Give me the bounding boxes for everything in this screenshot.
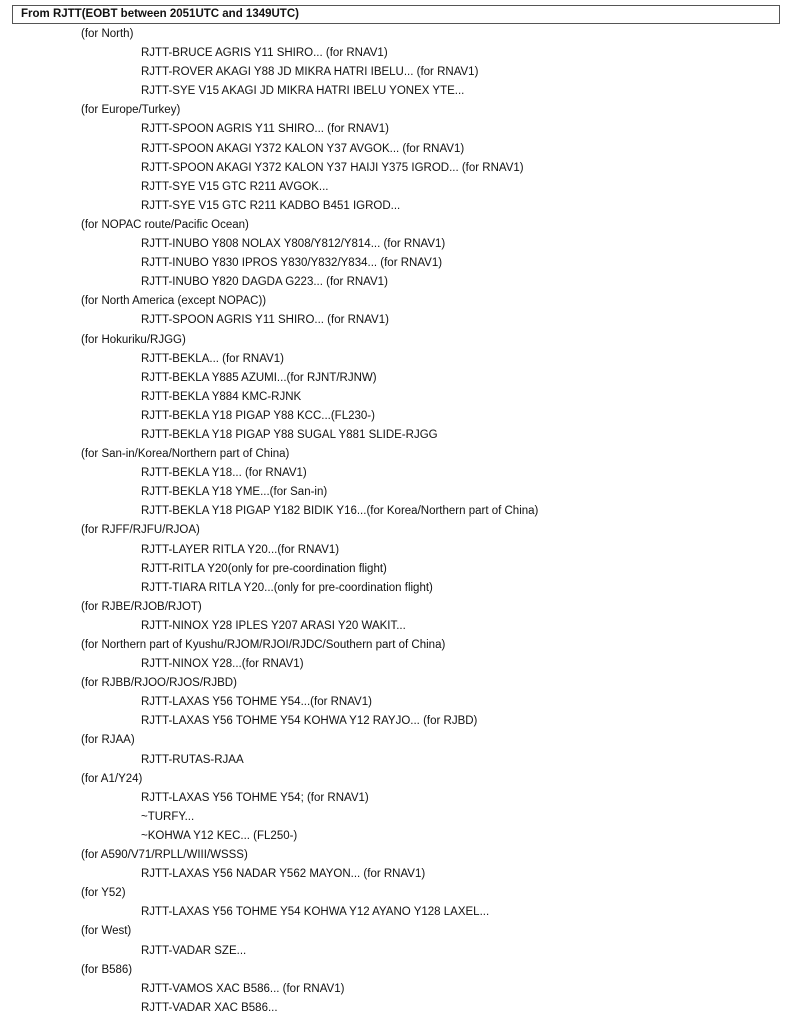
route-list (0, 25, 808, 1018)
destination-group-label: (for A1/Y24) (81, 772, 143, 785)
route-entry: RJTT-SPOON AGRIS Y11 SHIRO... (for RNAV1) (141, 314, 389, 327)
route-entry: RJTT-VADAR SZE... (141, 944, 247, 957)
section-title: From RJTT(EOBT between 2051UTC and 1349UTC) (21, 8, 299, 20)
route-entry: RJTT-INUBO Y830 IPROS Y830/Y832/Y834... (for RNAV1) (141, 257, 443, 270)
route-entry: RJTT-LAXAS Y56 TOHME Y54 KOHWA Y12 AYANO Y128 LAXEL... (141, 906, 490, 919)
section-header (12, 5, 780, 24)
route-entry: RJTT-LAYER RITLA Y20...(for RNAV1) (141, 543, 340, 556)
route-entry: RJTT-VAMOS XAC B586... (for RNAV1) (141, 982, 345, 995)
destination-group-label: (for RJBE/RJOB/RJOT) (81, 600, 202, 613)
route-entry: RJTT-NINOX Y28 IPLES Y207 ARASI Y20 WAKIT... (141, 619, 406, 632)
route-entry: RJTT-INUBO Y808 NOLAX Y808/Y812/Y814... (for RNAV1) (141, 238, 446, 251)
route-entry: RJTT-BEKLA Y18... (for RNAV1) (141, 467, 307, 480)
destination-group-label: (for Y52) (81, 887, 126, 900)
route-entry: RJTT-ROVER AKAGI Y88 JD MIKRA HATRI IBELU... (for RNAV1) (141, 66, 479, 79)
destination-group-label: (for Europe/Turkey) (81, 104, 181, 117)
route-entry: RJTT-BEKLA Y18 YME...(for San-in) (141, 486, 328, 499)
route-entry: RJTT-LAXAS Y56 TOHME Y54...(for RNAV1) (141, 696, 372, 709)
route-entry: RJTT-TIARA RITLA Y20...(only for pre-coordination flight) (141, 581, 433, 594)
route-entry: RJTT-BEKLA Y884 KMC-RJNK (141, 390, 302, 403)
route-entry: RJTT-SYE V15 GTC R211 AVGOK... (141, 180, 329, 193)
route-entry: RJTT-SYE V15 AKAGI JD MIKRA HATRI IBELU YONEX YTE... (141, 85, 465, 98)
route-entry: RJTT-RUTAS-RJAA (141, 753, 244, 766)
route-entry: RJTT-RITLA Y20(only for pre-coordination flight) (141, 562, 387, 575)
destination-group-label: (for NOPAC route/Pacific Ocean) (81, 218, 249, 231)
route-entry: RJTT-SPOON AGRIS Y11 SHIRO... (for RNAV1) (141, 123, 389, 136)
route-entry: RJTT-BEKLA Y18 PIGAP Y182 BIDIK Y16...(for Korea/Northern part of China) (141, 505, 539, 518)
destination-group-label: (for A590/V71/RPLL/WIII/WSSS) (81, 849, 248, 862)
route-entry: ~KOHWA Y12 KEC... (FL250-) (141, 829, 298, 842)
destination-group-label: (for North) (81, 28, 134, 40)
route-entry: RJTT-INUBO Y820 DAGDA G223... (for RNAV1) (141, 276, 388, 289)
route-entry: RJTT-BRUCE AGRIS Y11 SHIRO... (for RNAV1) (141, 47, 388, 60)
route-entry: RJTT-BEKLA Y885 AZUMI...(for RJNT/RJNW) (141, 371, 377, 384)
destination-group-label: (for RJAA) (81, 734, 135, 747)
route-entry: RJTT-LAXAS Y56 TOHME Y54 KOHWA Y12 RAYJO... (for RJBD) (141, 715, 478, 728)
destination-group-label: (for San-in/Korea/Northern part of China) (81, 448, 290, 461)
route-entry: RJTT-SPOON AKAGI Y372 KALON Y37 HAIJI Y375 IGROD... (for RNAV1) (141, 161, 524, 174)
route-entry: ~TURFY... (141, 810, 195, 823)
route-entry: RJTT-SYE V15 GTC R211 KADBO B451 IGROD... (141, 199, 401, 212)
destination-group-label: (for RJFF/RJFU/RJOA) (81, 524, 200, 537)
route-entry: RJTT-BEKLA... (for RNAV1) (141, 352, 284, 365)
destination-group-label: (for Northern part of Kyushu/RJOM/RJOI/RJDC/Southern part of China) (81, 639, 446, 651)
route-entry: RJTT-BEKLA Y18 PIGAP Y88 SUGAL Y881 SLIDE-RJGG (141, 428, 438, 441)
route-entry: RJTT-LAXAS Y56 TOHME Y54; (for RNAV1) (141, 791, 369, 804)
route-entry: RJTT-SPOON AKAGI Y372 KALON Y37 AVGOK... (for RNAV1) (141, 142, 465, 155)
destination-group-label: (for B586) (81, 963, 133, 976)
destination-group-label: (for Hokuriku/RJGG) (81, 333, 186, 346)
route-entry: RJTT-BEKLA Y18 PIGAP Y88 KCC...(FL230-) (141, 409, 375, 422)
route-entry: RJTT-VADAR XAC B586... (141, 1001, 278, 1014)
destination-group-label: (for West) (81, 925, 132, 938)
route-entry: RJTT-LAXAS Y56 NADAR Y562 MAYON... (for RNAV1) (141, 868, 426, 881)
destination-group-label: (for North America (except NOPAC)) (81, 295, 267, 308)
route-entry: RJTT-NINOX Y28...(for RNAV1) (141, 658, 304, 671)
destination-group-label: (for RJBB/RJOO/RJOS/RJBD) (81, 677, 237, 690)
